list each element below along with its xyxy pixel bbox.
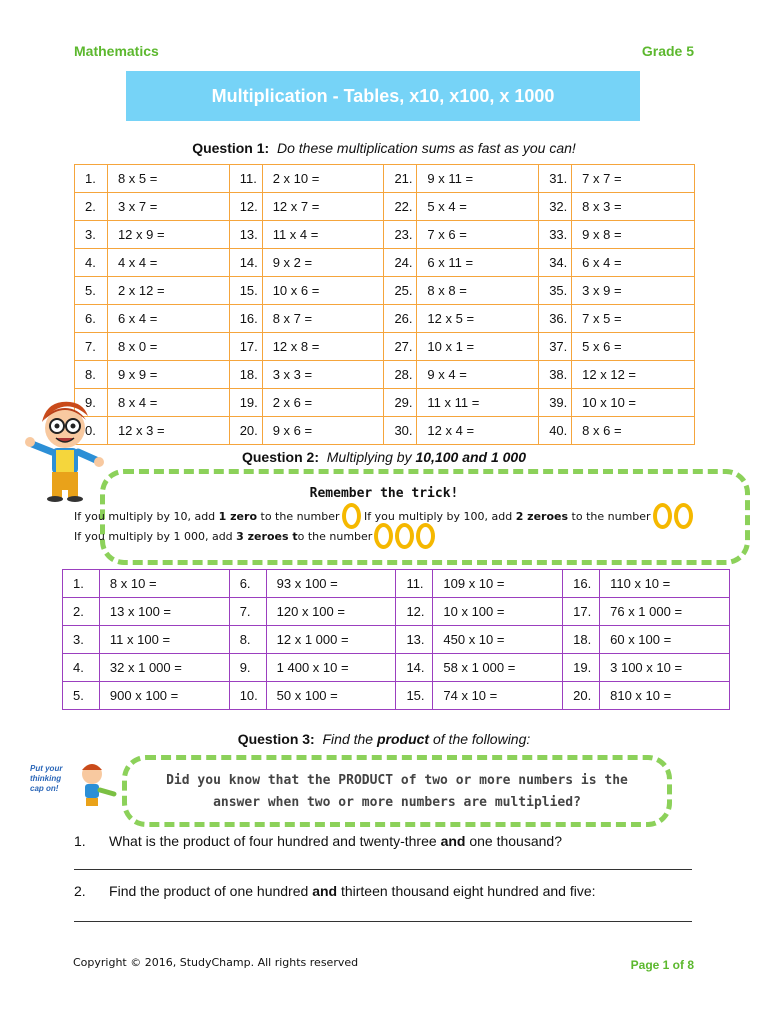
answer-line-2[interactable] [74, 921, 692, 922]
question-number: 33. [539, 221, 572, 249]
question-number: 8. [229, 626, 266, 654]
question-number: 18. [229, 361, 262, 389]
question-sum: 10 x 6 = [262, 277, 384, 305]
question-number: 16. [229, 305, 262, 333]
question-sum: 8 x 10 = [99, 570, 229, 598]
question-sum: 8 x 7 = [262, 305, 384, 333]
q3-item2-text-c: thirteen thousand eight hundred and five: [340, 883, 596, 899]
table-row [75, 249, 695, 277]
question-3-heading [0, 731, 768, 747]
grade-label: Grade 5 [641, 43, 694, 59]
question-sum: 5 x 4 = [417, 193, 539, 221]
table-row [75, 277, 695, 305]
q1-table [74, 164, 695, 445]
question-sum: 2 x 6 = [262, 389, 384, 417]
q3-item1-text-a: What is the product of four hundred and twenty-three [109, 833, 437, 849]
subject-label: Mathematics [74, 43, 159, 59]
question-sum: 10 x 100 = [433, 598, 563, 626]
q1-instruction: Do these multiplication sums as fast as you can! [276, 140, 576, 156]
question-number: 21. [384, 165, 417, 193]
question-sum: 3 x 9 = [572, 277, 695, 305]
q3-label: Question 3: [237, 731, 315, 747]
table-row [75, 193, 695, 221]
q3-item2-bold: and [312, 883, 338, 899]
question-number: 14. [396, 654, 433, 682]
question-sum: 6 x 4 = [572, 249, 695, 277]
question-sum: 12 x 1 000 = [266, 626, 396, 654]
table-row [63, 654, 730, 682]
question-number: 1. [75, 165, 108, 193]
question-number: 26. [384, 305, 417, 333]
question-1-heading [0, 140, 768, 156]
question-sum: 9 x 2 = [262, 249, 384, 277]
tip-row-2 [74, 523, 435, 549]
table-row [63, 682, 730, 710]
question-sum: 7 x 7 = [572, 165, 695, 193]
q3-item-1 [74, 833, 562, 849]
table-row [75, 221, 695, 249]
question-sum: 8 x 6 = [572, 417, 695, 445]
fact-line-1: Did you know that the PRODUCT of two or more numbers is the [166, 773, 628, 788]
q3-instruction-c: of the following: [432, 731, 531, 747]
question-sum: 6 x 11 = [417, 249, 539, 277]
tip3-bold: 3 zeroes t [236, 529, 298, 543]
question-sum: 2 x 10 = [262, 165, 384, 193]
question-number: 19. [563, 654, 600, 682]
question-number: 23. [384, 221, 417, 249]
zero-icon [674, 503, 693, 529]
question-number: 27. [384, 333, 417, 361]
worksheet-title [126, 71, 640, 121]
tip1-text-a: If you multiply by 10, add [74, 509, 216, 523]
tip2-text-a: If you multiply by 100, add [364, 509, 513, 523]
question-number: 10. [229, 682, 266, 710]
question-sum: 8 x 3 = [572, 193, 695, 221]
question-sum: 74 x 10 = [433, 682, 563, 710]
question-number: 30. [384, 417, 417, 445]
question-number: 7. [75, 333, 108, 361]
question-number: 5. [63, 682, 100, 710]
question-number: 35. [539, 277, 572, 305]
zero-icon [653, 503, 672, 529]
tip1-text-c: to the number [260, 509, 340, 523]
thinking-cap-kid-icon [74, 760, 124, 808]
cap-text-1: Put your [30, 764, 63, 773]
question-number: 31. [539, 165, 572, 193]
question-sum: 50 x 100 = [266, 682, 396, 710]
question-sum: 900 x 100 = [99, 682, 229, 710]
question-number: 20. [229, 417, 262, 445]
question-sum: 12 x 3 = [107, 417, 229, 445]
question-sum: 12 x 12 = [572, 361, 695, 389]
cap-text-2: thinking [30, 774, 62, 783]
q3-item1-text-c: one thousand? [469, 833, 562, 849]
question-number: 28. [384, 361, 417, 389]
question-number: 36. [539, 305, 572, 333]
question-number: 15. [396, 682, 433, 710]
table-row [75, 333, 695, 361]
question-number: 22. [384, 193, 417, 221]
question-sum: 9 x 4 = [417, 361, 539, 389]
table-row [75, 389, 695, 417]
question-sum: 58 x 1 000 = [433, 654, 563, 682]
question-number: 9. [75, 389, 108, 417]
title-text: Multiplication - Tables, x10, x100, x 1000 [211, 85, 555, 106]
tip3-text-c: o the number [297, 529, 373, 543]
question-sum: 12 x 8 = [262, 333, 384, 361]
question-number: 24. [384, 249, 417, 277]
page-number: Page 1 of 8 [630, 958, 694, 972]
question-sum: 11 x 100 = [99, 626, 229, 654]
table-row [63, 626, 730, 654]
table-row [75, 417, 695, 445]
tip2-bold: 2 zeroes [515, 509, 569, 523]
q3-item-2 [74, 883, 596, 899]
tip1-bold: 1 zero [218, 509, 257, 523]
fact-line-2: answer when two or more numbers are multiplied? [213, 795, 581, 810]
question-number: 15. [229, 277, 262, 305]
question-sum: 450 x 10 = [433, 626, 563, 654]
question-number: 6. [75, 305, 108, 333]
question-number: 8. [75, 361, 108, 389]
question-sum: 110 x 10 = [600, 570, 730, 598]
q3-item1-bold: and [440, 833, 466, 849]
q3-item1-number: 1. [74, 833, 86, 849]
question-number: 0. [75, 417, 108, 445]
q1-label: Question 1: [192, 140, 270, 156]
question-sum: 9 x 6 = [262, 417, 384, 445]
question-sum: 12 x 9 = [107, 221, 229, 249]
question-number: 25. [384, 277, 417, 305]
q2-instruction-prefix: Multiplying by [326, 449, 412, 465]
q2-label: Question 2: [241, 449, 319, 465]
question-number: 3. [75, 221, 108, 249]
question-sum: 8 x 8 = [417, 277, 539, 305]
table-row [75, 165, 695, 193]
question-number: 7. [229, 598, 266, 626]
question-number: 12. [396, 598, 433, 626]
question-number: 38. [539, 361, 572, 389]
table-row [75, 305, 695, 333]
question-sum: 2 x 12 = [107, 277, 229, 305]
table-row [63, 598, 730, 626]
question-number: 39. [539, 389, 572, 417]
question-sum: 11 x 11 = [417, 389, 539, 417]
q2-instruction-bold: 10,100 and 1 000 [415, 449, 527, 465]
question-sum: 12 x 4 = [417, 417, 539, 445]
question-sum: 109 x 10 = [433, 570, 563, 598]
zero-icon [395, 523, 414, 549]
question-number: 17. [229, 333, 262, 361]
q3-item2-text-a: Find the product of one hundred [109, 883, 309, 899]
question-sum: 3 100 x 10 = [600, 654, 730, 682]
copyright: Copyright © 2016, StudyChamp. All rights reserved [73, 956, 359, 969]
question-sum: 810 x 10 = [600, 682, 730, 710]
question-number: 3. [63, 626, 100, 654]
question-sum: 76 x 1 000 = [600, 598, 730, 626]
question-number: 13. [396, 626, 433, 654]
question-number: 32. [539, 193, 572, 221]
thinking-cap-caption [30, 764, 62, 794]
question-sum: 9 x 11 = [417, 165, 539, 193]
question-sum: 93 x 100 = [266, 570, 396, 598]
question-number: 14. [229, 249, 262, 277]
question-sum: 7 x 6 = [417, 221, 539, 249]
question-number: 1. [63, 570, 100, 598]
question-number: 11. [396, 570, 433, 598]
question-number: 13. [229, 221, 262, 249]
question-number: 40. [539, 417, 572, 445]
question-sum: 9 x 8 = [572, 221, 695, 249]
question-sum: 9 x 9 = [107, 361, 229, 389]
question-number: 6. [229, 570, 266, 598]
question-sum: 8 x 4 = [107, 389, 229, 417]
question-number: 11. [229, 165, 262, 193]
q2-table [62, 569, 730, 710]
question-sum: 120 x 100 = [266, 598, 396, 626]
question-sum: 6 x 4 = [107, 305, 229, 333]
question-2-heading [0, 449, 768, 465]
question-sum: 7 x 5 = [572, 305, 695, 333]
q3-instruction-a: Find the [322, 731, 374, 747]
question-sum: 8 x 5 = [107, 165, 229, 193]
question-number: 19. [229, 389, 262, 417]
question-sum: 5 x 6 = [572, 333, 695, 361]
question-sum: 11 x 4 = [262, 221, 384, 249]
zero-icon [416, 523, 435, 549]
question-number: 16. [563, 570, 600, 598]
question-sum: 3 x 7 = [107, 193, 229, 221]
fact-text [122, 770, 672, 814]
question-number: 5. [75, 277, 108, 305]
table-row [75, 361, 695, 389]
q3-instruction-b: product [376, 731, 430, 747]
question-number: 12. [229, 193, 262, 221]
table-row [63, 570, 730, 598]
question-sum: 4 x 4 = [107, 249, 229, 277]
question-number: 17. [563, 598, 600, 626]
question-number: 29. [384, 389, 417, 417]
question-sum: 32 x 1 000 = [99, 654, 229, 682]
question-sum: 13 x 100 = [99, 598, 229, 626]
question-sum: 10 x 10 = [572, 389, 695, 417]
question-sum: 12 x 5 = [417, 305, 539, 333]
trick-title: Remember the trick! [309, 486, 459, 501]
zero-icon [374, 523, 393, 549]
question-number: 9. [229, 654, 266, 682]
q3-item2-number: 2. [74, 883, 86, 899]
question-sum: 3 x 3 = [262, 361, 384, 389]
tip2-text-c: to the number [571, 509, 651, 523]
question-number: 4. [75, 249, 108, 277]
question-number: 2. [63, 598, 100, 626]
tip3-text-a: If you multiply by 1 000, add [74, 529, 233, 543]
question-number: 20. [563, 682, 600, 710]
question-sum: 60 x 100 = [600, 626, 730, 654]
question-number: 4. [63, 654, 100, 682]
question-number: 37. [539, 333, 572, 361]
question-sum: 8 x 0 = [107, 333, 229, 361]
answer-line-1[interactable] [74, 869, 692, 870]
question-sum: 1 400 x 10 = [266, 654, 396, 682]
question-sum: 12 x 7 = [262, 193, 384, 221]
question-sum: 10 x 1 = [417, 333, 539, 361]
question-number: 34. [539, 249, 572, 277]
question-number: 18. [563, 626, 600, 654]
cap-text-3: cap on! [30, 784, 59, 793]
question-number: 2. [75, 193, 108, 221]
